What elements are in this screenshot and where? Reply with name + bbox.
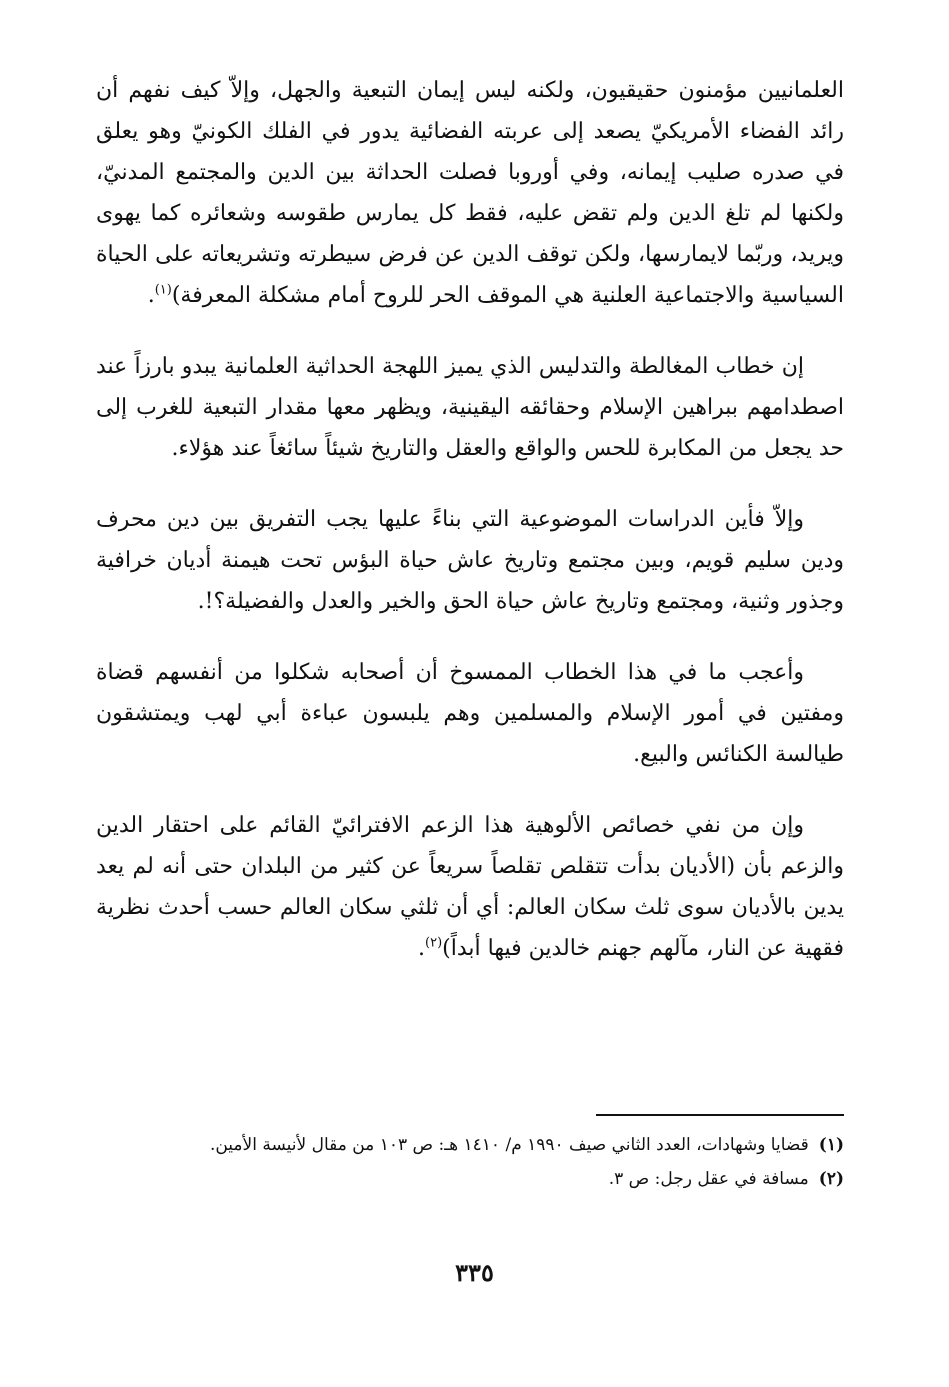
footnote-2-text: مسافة في عقل رجل: ص ٣. xyxy=(608,1169,809,1189)
paragraph-1 xyxy=(96,70,844,316)
footnote-ref-2[interactable]: (٢) xyxy=(425,935,443,951)
paragraph-4: وأعجب ما في هذا الخطاب الممسوخ أن أصحابه شكلوا من أنفسهم قضاة ومفتين في أمور الإسلام والمسلمين وهم يلبسون عباءة أبي لهب ويمتشقون طيالسة الكنائس والبيع. xyxy=(96,660,844,767)
paragraph-5 xyxy=(96,805,844,969)
footnote-1-number: (١) xyxy=(818,1135,844,1155)
footnote-separator xyxy=(596,1114,844,1116)
footnote-2 xyxy=(96,1162,844,1196)
paragraph-5-end: . xyxy=(418,936,426,961)
paragraph-1-text: العلمانيين مؤمنون حقيقيون، ولكنه ليس إيمان التبعية والجهل، وإلاّ كيف نفهم أن رائد الفضاء الأمريكيّ يصعد إلى عربته الفضائية يدور في الفلك الكونيّ وهو يعلق في صدره صليب إيمانه، وفي أوروبا فصلت الحداثة بين الدين والمجتمع المدنيّ، ولكنها لم تلغ الدين ولم تقض عليه، فقط كل يمارس طقوسه وشعائره كما يهوى ويريد، وربّما لايمارسها، ولكن توقف الدين عن فرض سيطرته وتشريعاته على الحياة السياسية والاجتماعية العلنية هي الموقف الحر للروح أمام مشكلة المعرفة) xyxy=(96,78,844,308)
footnote-1-text: قضايا وشهادات، العدد الثاني صيف ١٩٩٠ م/ ١٤١٠ هـ: ص ١٠٣ من مقال لأنيسة الأمين. xyxy=(209,1135,809,1155)
page-body xyxy=(96,70,844,969)
page-number: ٣٣٥ xyxy=(455,1258,494,1287)
footnote-2-number: (٢) xyxy=(818,1169,844,1189)
footnotes xyxy=(96,1128,844,1196)
paragraph-1-end: . xyxy=(147,283,155,308)
footnote-1 xyxy=(96,1128,844,1162)
footnote-ref-1[interactable]: (١) xyxy=(154,282,172,298)
paragraph-5-text: وإن من نفي خصائص الألوهية هذا الزعم الافترائيّ القائم على احتقار الدين والزعم بأن (الأديان بدأت تتقلص تقلصاً سريعاً عن كثير من البلدان حتى أنه لم يعد يدين بالأديان سوى ثلث سكان العالم: أي أن ثلثي سكان العالم حسب أحدث نظرية فقهية عن النار، مآلهم جهنم خالدين فيها أبداً) xyxy=(96,813,844,961)
paragraph-2: إن خطاب المغالطة والتدليس الذي يميز اللهجة الحداثية العلمانية يبدو بارزاً عند اصطدامهم ببراهين الإسلام وحقائقه اليقينية، ويظهر معها مقدار التبعية للغرب إلى حد يجعل من المكابرة للحس والواقع والعقل والتاريخ شيئاً سائغاً عند هؤلاء. xyxy=(96,354,844,461)
paragraph-3: وإلاّ فأين الدراسات الموضوعية التي بناءً عليها يجب التفريق بين دين محرف ودين سليم قويم، وبين مجتمع وتاريخ عاش حياة البؤس تحت هيمنة أديان خرافية وجذور وثنية، ومجتمع وتاريخ عاش حياة الحق والخير والعدل والفضيلة؟!. xyxy=(96,507,844,614)
